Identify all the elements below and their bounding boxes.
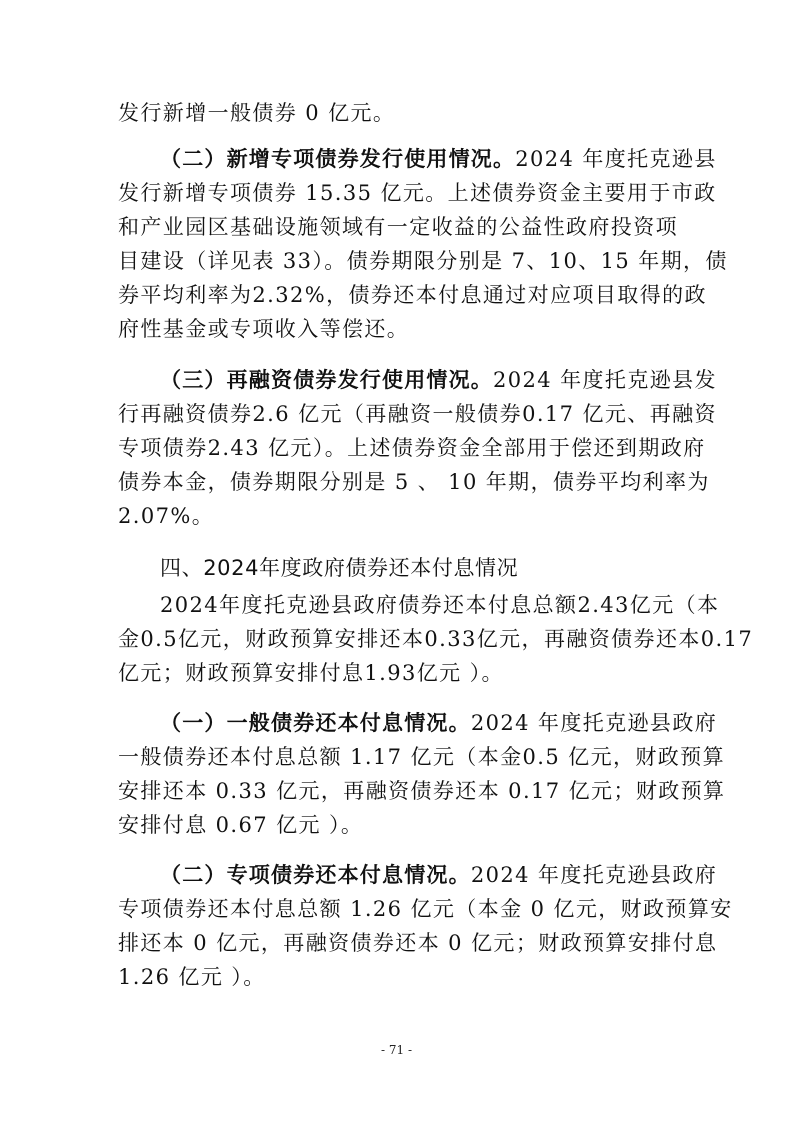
paragraph-text: 2024 年度托克逊县 (515, 147, 717, 171)
paragraph-line: 2024年度托克逊县政府债券还本付息总额2.43亿元（本 (160, 593, 720, 617)
paragraph-text: 2024 年度托克逊县政府 (470, 863, 718, 887)
paragraph-text: 2024 年度托克逊县发 (493, 368, 717, 392)
paragraph-text: 2024 年度托克逊县政府 (470, 711, 718, 735)
paragraph-line: 券平均利率为2.32%，债券还本付息通过对应项目取得的政 (118, 283, 707, 307)
paragraph-line: 安排付息 0.67 亿元 ）。 (118, 813, 364, 837)
paragraph-line: 和产业园区基础设施领域有一定收益的公益性政府投资项 (118, 215, 678, 239)
section-heading: 四、2024年度政府债券还本付息情况 (160, 556, 519, 580)
section-first-line (160, 857, 718, 893)
section-title-new-special-bonds: （二）新增专项债券发行使用情况。 (160, 146, 516, 171)
paragraph-line: 2.07%。 (118, 504, 215, 528)
section-title-special-bonds-repayment: （二）专项债券还本付息情况。 (160, 862, 471, 887)
paragraph-line: 1.26 亿元 ）。 (118, 965, 266, 989)
section-title-general-bonds-repayment: （一）一般债券还本付息情况。 (160, 710, 471, 735)
paragraph-line: 金0.5亿元，财政预算安排还本0.33亿元，再融资债券还本0.17 (118, 627, 754, 651)
paragraph-line: 行再融资债券2.6 亿元（再融资一般债券0.17 亿元、再融资 (118, 402, 717, 426)
paragraph-line: 专项债券还本付息总额 1.26 亿元（本金 0 亿元，财政预算安 (118, 897, 733, 921)
paragraph-line: 排还本 0 亿元，再融资债券还本 0 亿元；财政预算安排付息 (118, 931, 718, 955)
section-first-line (160, 705, 718, 741)
paragraph-line: 专项债券2.43 亿元）。上述债券资金全部用于偿还到期政府 (118, 436, 706, 460)
section-first-line (160, 362, 717, 398)
paragraph-line: 亿元；财政预算安排付息1.93亿元 ）。 (118, 661, 504, 685)
paragraph-line: 目建设（详见表 33）。债券期限分别是 7、10、15 年期，债 (118, 249, 728, 273)
page-number: - 71 - (380, 1043, 412, 1057)
paragraph-line: 一般债券还本付息总额 1.17 亿元（本金0.5 亿元，财政预算 (118, 745, 725, 769)
paragraph-line: 安排还本 0.33 亿元，再融资债券还本 0.17 亿元；财政预算 (118, 779, 726, 803)
paragraph-line: 发行新增一般债券 0 亿元。 (118, 101, 396, 125)
paragraph-line: 府性基金或专项收入等偿还。 (118, 317, 410, 341)
paragraph-line: 债券本金，债券期限分别是 5 、 10 年期，债券平均利率为 (118, 470, 710, 494)
section-first-line (160, 141, 717, 177)
paragraph-line: 发行新增专项债券 15.35 亿元。上述债券资金主要用于市政 (118, 181, 717, 205)
section-title-refinancing-bonds: （三）再融资债券发行使用情况。 (160, 367, 493, 392)
